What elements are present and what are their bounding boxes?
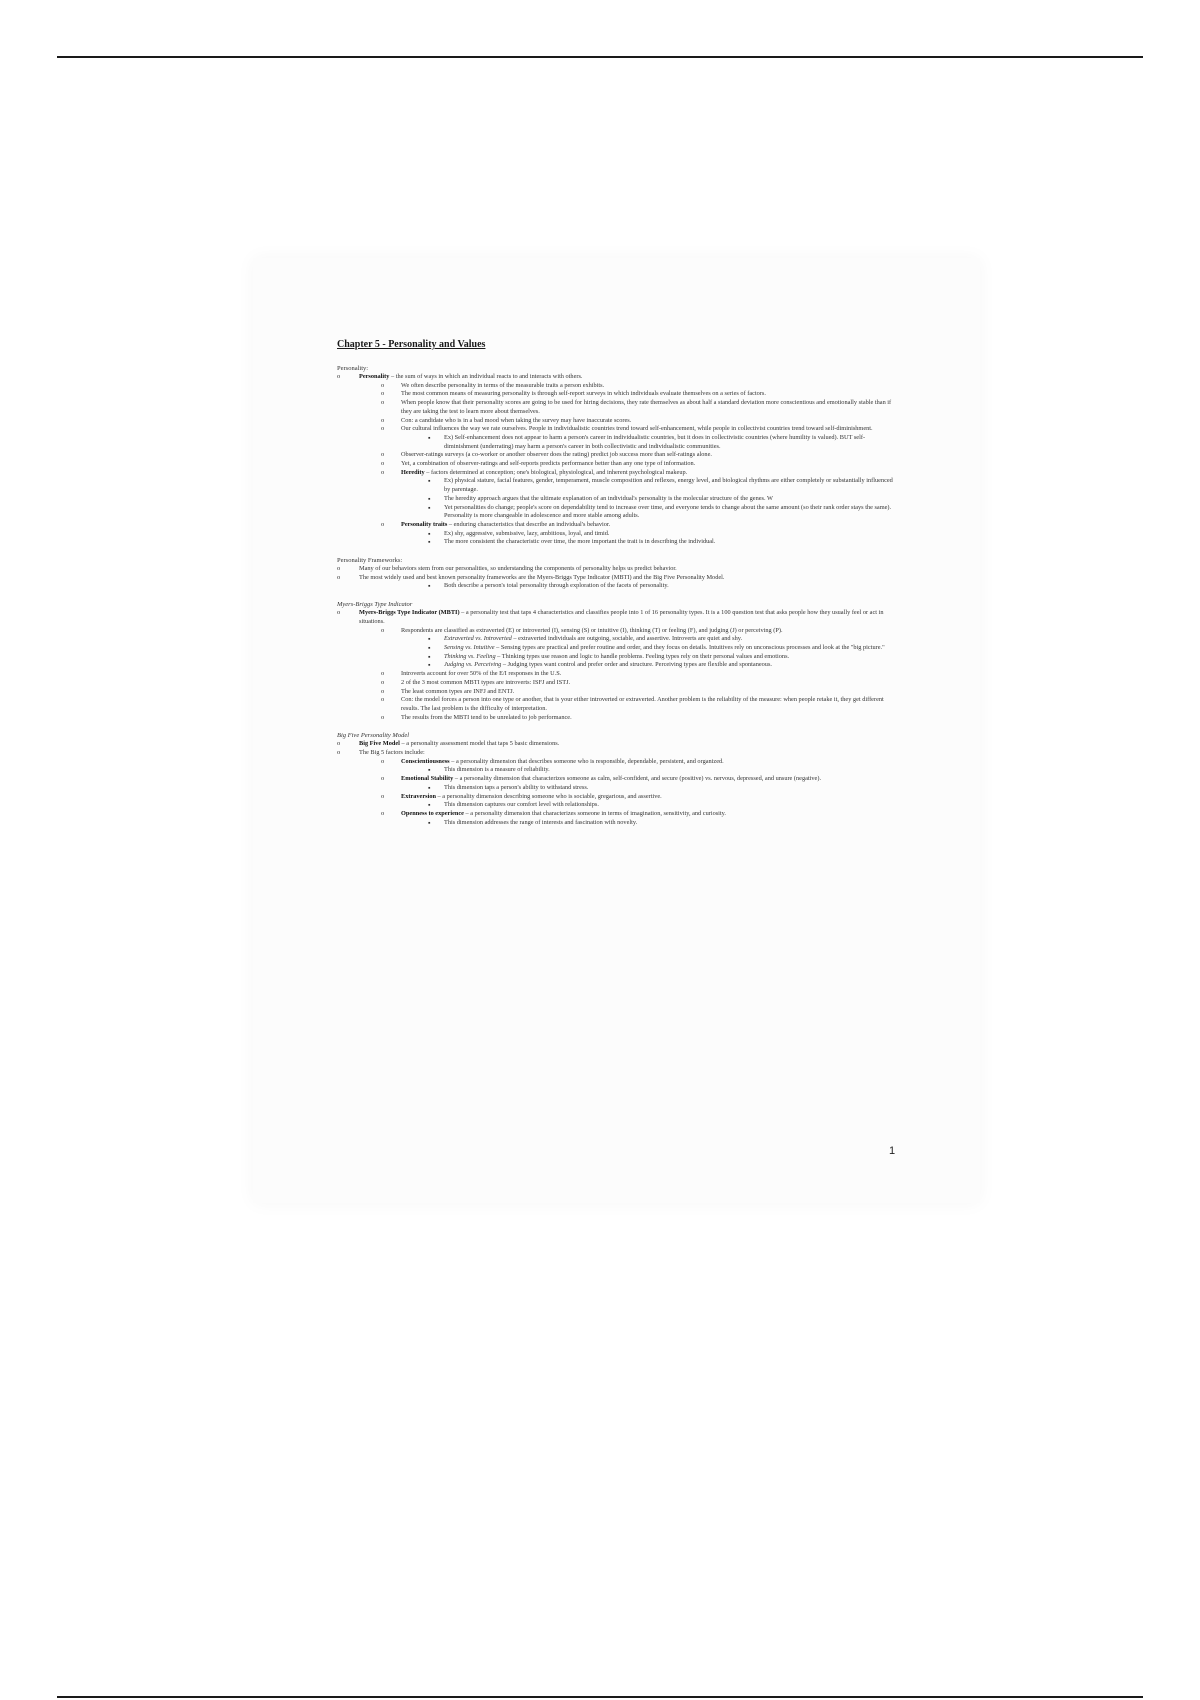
list-item [337, 425, 895, 434]
list-item [337, 521, 895, 530]
list-item [337, 679, 895, 688]
bullet-icon: ▪ [428, 766, 431, 775]
list-item [337, 477, 895, 494]
item-text: Our cultural influences the way we rate ourselves. People in individualistic countries trend toward self-enhancement, while people in collectivist countries trend toward self-diminishment. [401, 425, 873, 433]
item-text: The more consistent the characteristic over time, the more important the trait is in describing the individual. [444, 538, 716, 546]
item-text: – Sensing types are practical and prefer routine and order, and they focus on details. Intuitives rely on unconscious processes and look at the "big picture." [494, 643, 885, 651]
list-item [337, 688, 895, 697]
list-item [337, 793, 895, 802]
item-text: Respondents are classified as extraverted (E) or introverted (I), sensing (S) or intuitive (I), thinking (T) or feeling (F), and judging (J) or perceiving (P). [401, 626, 783, 634]
bullet-icon: ▪ [428, 801, 431, 810]
bullet-icon: ▪ [428, 818, 431, 827]
section-heading: Personality Frameworks: [337, 557, 403, 565]
list-item [337, 740, 895, 749]
bullet-icon: o [381, 425, 385, 433]
term: Conscientiousness [401, 757, 450, 765]
term-italic: Extraverted vs. Introverted [444, 635, 512, 643]
bullet-icon: o [337, 749, 341, 757]
list-item [337, 390, 895, 399]
item-text: – a personality assessment model that taps 5 basic dimensions. [399, 740, 560, 748]
item-text: – enduring characteristics that describe an individual's behavior. [447, 520, 611, 528]
bullet-icon: o [381, 416, 385, 424]
item-text: – a personality dimension that describes someone who is responsible, dependable, persistent, and organized. [449, 757, 724, 765]
section-heading: Personality: [337, 365, 369, 372]
page-content [337, 339, 895, 827]
list-item [337, 819, 895, 828]
list-item [337, 530, 895, 539]
bullet-icon: o [381, 687, 385, 695]
item-text: – the sum of ways in which an individual reacts to and interacts with others. [389, 373, 583, 380]
list-item [337, 784, 895, 793]
term: Heredity [401, 468, 425, 476]
item-text: The least common types are INFJ and ENTJ. [401, 687, 515, 695]
list-item [337, 565, 895, 574]
item-text: Ex) Self-enhancement does not appear to harm a person's career in individualistic countries, but it does in collectivistic countries (where humility is valued). BUT self-diminishment (underrating) may harm a person's career in both collectivistic and individualistic communities. [444, 433, 866, 450]
item-text: Ex) shy, aggressive, submissive, lazy, ambitious, loyal, and timid. [444, 529, 610, 537]
section-list [337, 609, 895, 722]
bullet-icon: o [381, 757, 385, 765]
list-item [337, 609, 895, 626]
term: Big Five Model [359, 740, 400, 748]
list-item [337, 399, 895, 416]
bullet-icon: o [381, 626, 385, 634]
list-item [337, 810, 895, 819]
list-item [337, 434, 895, 451]
bullet-icon: o [337, 609, 341, 617]
list-item [337, 582, 895, 591]
bullet-icon: ▪ [428, 503, 431, 512]
list-item [337, 495, 895, 504]
item-text: We often describe personality in terms of the measurable traits a person exhibits. [401, 381, 605, 389]
item-text: Yet personalities do change; people's score on dependability tend to increase over time, and everyone tends to change about the same amount (so their rank order stays the same). Personality is more changeable in adolescence and more stable among adults. [444, 503, 892, 520]
list-item [337, 373, 895, 382]
section-list [337, 565, 895, 591]
item-text: The heredity approach argues that the ultimate explanation of an individual's personality is the molecular structure of the genes. W [444, 494, 773, 502]
item-text: Observer-ratings surveys (a co-worker or another observer does the rating) predict job success more than self-ratings alone. [401, 451, 712, 459]
term: Myers-Briggs Type Indicator (MBTI) [359, 609, 460, 617]
list-item [337, 661, 895, 670]
list-item [337, 627, 895, 636]
list-item [337, 749, 895, 758]
term: Openness to experience [401, 809, 464, 817]
bullet-icon: ▪ [428, 477, 431, 486]
list-item [337, 417, 895, 426]
bullet-icon: o [381, 520, 385, 528]
section-heading: Myers-Briggs Type Indicator [337, 601, 413, 609]
bullet-icon: ▪ [428, 494, 431, 503]
list-item [337, 460, 895, 469]
top-rule [57, 56, 1143, 58]
bullet-icon: o [381, 451, 385, 459]
bullet-icon: o [337, 740, 341, 748]
list-item [337, 574, 895, 583]
list-item [337, 635, 895, 644]
item-text: – Judging types want control and prefer order and structure. Perceiving types are flexible and spontaneous. [501, 661, 772, 669]
bullet-icon: o [381, 670, 385, 678]
list-item [337, 714, 895, 723]
bullet-icon: o [337, 565, 341, 573]
term: Emotional Stability [401, 775, 454, 783]
item-text: The most widely used and best known personality frameworks are the Myers-Briggs Type Indicator (MBTI) and the Big Five Personality Model. [359, 573, 725, 581]
bullet-icon: o [381, 381, 385, 389]
bullet-icon: o [381, 399, 385, 407]
bullet-icon: o [381, 460, 385, 468]
term-italic: Sensing vs. Intuitive [444, 643, 495, 651]
list-item [337, 801, 895, 810]
bullet-icon: o [381, 390, 385, 398]
term-italic: Judging vs. Perceiving [444, 661, 502, 669]
item-text: – a personality dimension that characterizes someone as calm, self-confident, and secure (positive) vs. nervous, depressed, and unsure (negative). [453, 775, 822, 783]
list-item [337, 644, 895, 653]
item-text: Con: the model forces a person into one type or another, that is your either introverted or extraverted. Another problem is the reliability of the measure: when people retake it, they get different results. The last problem is the difficulty of interpretation. [401, 696, 884, 712]
bullet-icon: ▪ [428, 529, 431, 538]
list-item [337, 758, 895, 767]
bullet-icon: o [381, 775, 385, 783]
item-text: This dimension addresses the range of interests and fascination with novelty. [444, 818, 638, 826]
bullet-icon: o [381, 713, 385, 721]
list-item [337, 696, 895, 713]
term: Personality traits [401, 520, 448, 528]
item-text: Introverts account for over 50% of the E/I responses in the U.S. [401, 670, 562, 678]
list-item [337, 538, 895, 547]
item-text: Yet, a combination of observer-ratings and self-reports predicts performance better than any one type of information. [401, 460, 696, 468]
bullet-icon: ▪ [428, 433, 431, 442]
item-text: – extraverted individuals are outgoing, sociable, and assertive. Introverts are quiet and shy. [511, 635, 743, 643]
bullet-icon: o [381, 678, 385, 686]
bullet-icon: ▪ [428, 582, 431, 591]
item-text: This dimension is a measure of reliability. [444, 766, 550, 774]
bullet-icon: o [381, 696, 385, 704]
section-gap [337, 591, 895, 600]
section-list [337, 740, 895, 827]
bullet-icon: ▪ [428, 643, 431, 652]
bottom-rule [57, 1696, 1143, 1698]
item-text: – a personality dimension describing someone who is sociable, gregarious, and assertive. [435, 792, 662, 800]
list-item [337, 504, 895, 521]
item-text: Con: a candidate who is in a bad mood when taking the survey may have inaccurate scores. [401, 416, 632, 424]
item-text: – a personality test that taps 4 characteristics and classifies people into 1 of 16 personality types. It is a 100 question test that asks people how they usually feel or act in situations. [359, 609, 884, 625]
section-heading: Big Five Personality Model [337, 732, 410, 740]
list-item [337, 469, 895, 478]
list-item [337, 451, 895, 460]
item-text: – factors determined at conception; one's biological, physiological, and inherent psychological makeup. [424, 468, 688, 476]
bullet-icon: ▪ [428, 635, 431, 644]
bullet-icon: o [381, 792, 385, 800]
list-item [337, 766, 895, 775]
term: Extraversion [401, 792, 436, 800]
item-text: – a personality dimension that characterizes someone in terms of imagination, sensitivity, and curiosity. [463, 809, 726, 817]
section-gap [337, 722, 895, 731]
sections-container [337, 364, 895, 827]
term: Personality [359, 373, 390, 380]
item-text: This dimension taps a person's ability to withstand stress. [444, 783, 589, 791]
item-text: The results from the MBTI tend to be unrelated to job performance. [401, 713, 572, 721]
bullet-icon: ▪ [428, 661, 431, 670]
page-title: Chapter 5 - Personality and Values [337, 339, 486, 350]
list-item [337, 670, 895, 679]
item-text: This dimension captures our comfort level with relationships. [444, 801, 599, 809]
item-text: Ex) physical stature, facial features, gender, temperament, muscle composition and reflexes, energy level, and biological rhythms are either completely or substantially influenced by parentage. [444, 477, 893, 494]
document-page [253, 258, 980, 1203]
item-text: – Thinking types use reason and logic to handle problems. Feeling types rely on their personal values and emotions. [495, 652, 790, 660]
list-item [337, 653, 895, 662]
bullet-icon: o [337, 373, 341, 380]
item-text: The Big 5 factors include: [359, 749, 425, 757]
item-text: 2 of the 3 most common MBTI types are introverts: ISFJ and ISTJ. [401, 678, 571, 686]
item-text: Many of our behaviors stem from our personalities, so understanding the components of personality helps us predict behavior. [359, 565, 677, 573]
bullet-icon: ▪ [428, 783, 431, 792]
list-item [337, 382, 895, 391]
section-list [337, 373, 895, 547]
item-text: When people know that their personality scores are going to be used for hiring decisions, they rate themselves as about half a standard deviation more conscientious and emotionally stable than if they are taking the test to learn more about themselves. [401, 399, 892, 415]
bullet-icon: o [381, 468, 385, 476]
list-item [337, 775, 895, 784]
bullet-icon: o [337, 573, 341, 581]
item-text: Both describe a person's total personality through exploration of the facets of personality. [444, 582, 669, 590]
bullet-icon: o [381, 809, 385, 817]
section-gap [337, 547, 895, 556]
bullet-icon: ▪ [428, 652, 431, 661]
page-number: 1 [889, 1145, 896, 1157]
item-text: The most common means of measuring personality is through self-report surveys in which individuals evaluate themselves on a series of factors. [401, 390, 766, 398]
bullet-icon: ▪ [428, 538, 431, 547]
term-italic: Thinking vs. Feeling [444, 652, 496, 660]
